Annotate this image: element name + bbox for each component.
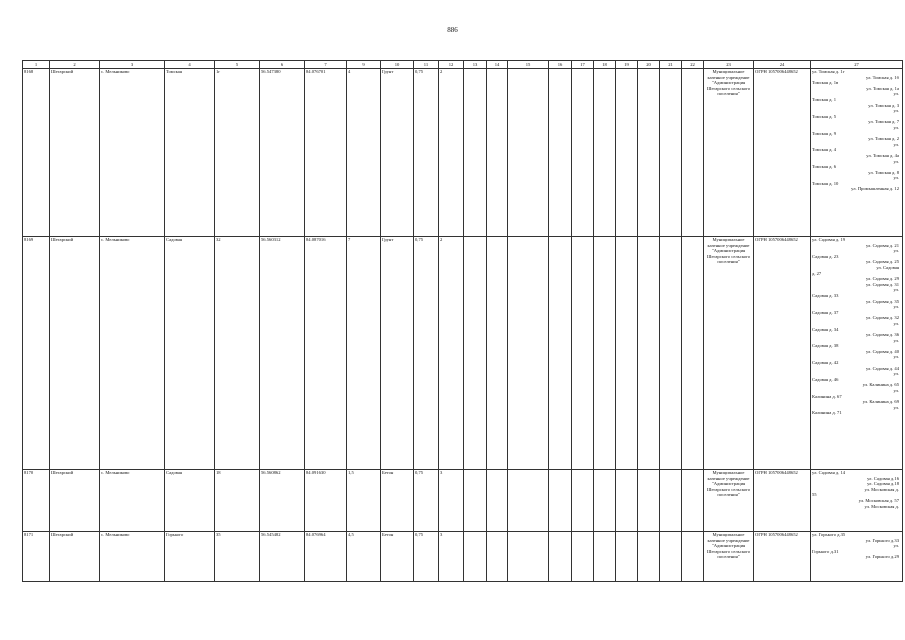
table-cell	[487, 532, 508, 582]
address-line: ул. Садовая д.16	[867, 475, 899, 481]
table-cell	[638, 69, 660, 237]
table-cell: Садовая	[165, 237, 215, 470]
column-header: 16	[549, 61, 572, 69]
table-cell: 0,75	[414, 69, 439, 237]
address-line: ул.	[893, 175, 899, 181]
table-cell: Муниципальное казенное учреждение "Администрация Шегарского сельского поселения"	[704, 69, 754, 237]
table-cell	[572, 532, 594, 582]
table-cell: 2	[439, 69, 464, 237]
address-line: ул. Горького д.33	[865, 537, 899, 543]
address-line: Садовая д. 33	[812, 292, 839, 298]
column-header: 21	[660, 61, 682, 69]
address-line: ул.	[893, 320, 899, 326]
address-line: ул. Садовая д. 25	[865, 259, 899, 265]
table-cell: 0,75	[414, 532, 439, 582]
table-cell	[487, 69, 508, 237]
page-number: 886	[447, 26, 458, 34]
address-line: д. 27	[812, 270, 822, 276]
table-cell	[594, 237, 616, 470]
table-cell: 84.076964	[305, 532, 347, 582]
address-line: Садовая д. 42	[812, 360, 839, 366]
table-row	[23, 69, 903, 237]
table-cell: 0,75	[414, 470, 439, 532]
address-cell	[811, 532, 903, 582]
address-line: Калинина д. 71	[812, 410, 842, 416]
address-line: ул.	[893, 371, 899, 377]
column-header: 18	[594, 61, 616, 69]
column-header: 24	[754, 61, 811, 69]
address-line: Томская д. 1в	[812, 80, 839, 86]
table-cell	[464, 470, 487, 532]
address-line: ул. Томская д. 1г	[812, 69, 845, 74]
address-line: ул.	[893, 388, 899, 394]
table-cell	[660, 532, 682, 582]
address-line: ул. Горького д.29	[865, 554, 899, 560]
table-cell	[594, 470, 616, 532]
table-cell	[638, 237, 660, 470]
table-cell: Шегарский	[50, 470, 100, 532]
address-line: ул. Московская д. 57	[858, 497, 899, 503]
table-cell: 84.087016	[305, 237, 347, 470]
table-cell: 56.560862	[260, 470, 305, 532]
address-line: ул.	[893, 354, 899, 360]
address-line: ул.	[893, 91, 899, 97]
address-line: Томская д. 4	[812, 147, 837, 153]
address-line: ул. Садовая д. 44	[865, 365, 899, 371]
table-cell	[464, 532, 487, 582]
register-table	[22, 60, 903, 582]
table-cell: 8169	[23, 237, 50, 470]
table-row	[23, 237, 903, 470]
table-cell: 56.547380	[260, 69, 305, 237]
address-line: ул. Московская д.	[864, 486, 899, 492]
table-cell: 3	[439, 532, 464, 582]
column-header: 9	[347, 61, 381, 69]
table-cell: 4,5	[347, 532, 381, 582]
address-line: Томская д. 5	[812, 113, 837, 119]
column-header: 1	[23, 61, 50, 69]
column-header: 12	[439, 61, 464, 69]
address-line: ул. Калинина д. 69	[862, 399, 899, 405]
table-cell: Бетон	[381, 470, 414, 532]
address-line: ул.	[893, 304, 899, 310]
table-cell: 2	[439, 237, 464, 470]
address-line: Томская д. 6	[812, 164, 837, 170]
column-header: 2	[50, 61, 100, 69]
column-header: 23	[704, 61, 754, 69]
table-cell: Муниципальное казенное учреждение "Администрация Шегарского сельского поселения"	[704, 470, 754, 532]
table-cell: 7	[347, 237, 381, 470]
table-cell: ОГРН 1057006448652	[754, 532, 811, 582]
table-cell	[487, 470, 508, 532]
column-header: 22	[682, 61, 704, 69]
table-cell	[594, 532, 616, 582]
table-cell: Шегарский	[50, 532, 100, 582]
table-cell	[508, 69, 549, 237]
table-cell	[508, 532, 549, 582]
address-line: ул.	[893, 287, 899, 293]
address-line: Калинина д. 67	[812, 393, 842, 399]
table-cell	[638, 532, 660, 582]
table-cell: 8168	[23, 69, 50, 237]
column-header: 5	[215, 61, 260, 69]
address-line: ул.	[893, 141, 899, 147]
table-cell: с. Мельниково	[100, 532, 165, 582]
address-line: Томская д. 9	[812, 130, 837, 136]
table-cell: 0,75	[414, 237, 439, 470]
table-cell: с. Мельниково	[100, 69, 165, 237]
table-cell: Грунт	[381, 237, 414, 470]
address-line: ул. Садовая	[876, 264, 899, 270]
table-cell: Шегарский	[50, 69, 100, 237]
table-cell	[660, 237, 682, 470]
column-header: 11	[414, 61, 439, 69]
address-line: Томская д. 10	[812, 180, 839, 186]
table-cell: ОГРН 1057006448652	[754, 69, 811, 237]
address-line: ул. Садовая д. 29	[865, 276, 899, 282]
table-cell	[549, 237, 572, 470]
table-cell	[616, 237, 638, 470]
table-cell	[572, 470, 594, 532]
address-line: ул. Садовая д. 31	[865, 281, 899, 287]
address-line: ул. Томская д. 3	[868, 102, 899, 108]
address-line: ул.	[893, 337, 899, 343]
table-cell: 35	[215, 532, 260, 582]
table-cell: 18	[215, 470, 260, 532]
address-line: Садовая д. 46	[812, 376, 839, 382]
table-cell: 84.076701	[305, 69, 347, 237]
table-cell: Муниципальное казенное учреждение "Администрация Шегарского сельского поселения"	[704, 532, 754, 582]
address-line: ул. Промышленная д. 12	[851, 186, 899, 192]
table-cell	[682, 237, 704, 470]
table-cell: 56.560312	[260, 237, 305, 470]
address-line: ул.	[893, 248, 899, 254]
table-cell	[572, 69, 594, 237]
address-line: Садовая д. 37	[812, 309, 839, 315]
address-line: ул.	[893, 124, 899, 130]
table-cell: Грунт	[381, 69, 414, 237]
table-cell: с. Мельниково	[100, 470, 165, 532]
address-line: ул. Калинина д. 65	[862, 382, 899, 388]
address-line: ул. Горького д.35	[812, 532, 846, 537]
address-cell	[811, 237, 903, 470]
table-cell	[508, 470, 549, 532]
column-header: 3	[100, 61, 165, 69]
table-cell: 1г	[215, 69, 260, 237]
table-row	[23, 532, 903, 582]
table-cell: с. Мельниково	[100, 237, 165, 470]
address-line: ул.	[893, 543, 899, 549]
address-line: Садовая д. 23	[812, 253, 839, 259]
address-line: ул. Садовая д. 35	[865, 298, 899, 304]
table-cell	[682, 532, 704, 582]
address-line: ул.	[893, 404, 899, 410]
table-cell	[508, 237, 549, 470]
table-cell: 8170	[23, 470, 50, 532]
column-header: 15	[508, 61, 549, 69]
address-cell	[811, 69, 903, 237]
table-cell: Бетон	[381, 532, 414, 582]
table-cell	[549, 69, 572, 237]
table-cell	[549, 470, 572, 532]
column-header: 14	[487, 61, 508, 69]
column-header: 4	[165, 61, 215, 69]
column-header: 20	[638, 61, 660, 69]
address-line: ул. Садовая д. 21	[865, 242, 899, 248]
address-line: Садовая д. 34	[812, 326, 839, 332]
address-line: ул. Томская д. 1а	[866, 85, 899, 91]
table-cell	[464, 237, 487, 470]
table-cell	[487, 237, 508, 470]
column-header: 6	[260, 61, 305, 69]
address-line: Томская д. 1	[812, 96, 837, 102]
table-cell	[594, 69, 616, 237]
table-cell	[616, 69, 638, 237]
address-line: ул. Садовая д. 36	[865, 332, 899, 338]
table-row	[23, 470, 903, 532]
table-cell	[660, 470, 682, 532]
address-line: Горького д.31	[812, 548, 839, 554]
table-cell	[660, 69, 682, 237]
table-cell	[638, 470, 660, 532]
address-line: ул. Томская д. 4а	[866, 152, 899, 158]
column-header: 10	[381, 61, 414, 69]
column-header: 7	[305, 61, 347, 69]
column-header: 17	[572, 61, 594, 69]
table-cell: 4	[347, 69, 381, 237]
table-cell: Томская	[165, 69, 215, 237]
table-cell	[616, 470, 638, 532]
address-line: ул. Томская д. 2	[868, 136, 899, 142]
address-line: ул. Томская д. 8	[868, 169, 899, 175]
table-cell: Горького	[165, 532, 215, 582]
address-line: ул. Томская д. 1б	[865, 74, 899, 80]
table-cell: 8171	[23, 532, 50, 582]
column-header: 13	[464, 61, 487, 69]
table-cell	[682, 69, 704, 237]
address-line: ул. Московская д.	[864, 503, 899, 509]
table-cell: Садовая	[165, 470, 215, 532]
address-line: ул. Садовая д. 40	[865, 348, 899, 354]
table-cell: ОГРН 1057006448652	[754, 470, 811, 532]
table-cell: 56.545482	[260, 532, 305, 582]
address-line: Садовая д. 38	[812, 343, 839, 349]
address-line: ул. Садовая д. 14	[812, 470, 846, 475]
address-line: ул. Садовая д. 32	[865, 315, 899, 321]
table-cell: Шегарский	[50, 237, 100, 470]
table-cell: 32	[215, 237, 260, 470]
address-line: ул.	[893, 108, 899, 114]
address-line: ул. Томская д. 7	[868, 119, 899, 125]
header-row	[23, 61, 903, 69]
table-cell: Муниципальное казенное учреждение "Администрация Шегарского сельского поселения"	[704, 237, 754, 470]
column-header: 27	[811, 61, 903, 69]
table-cell: 84.091630	[305, 470, 347, 532]
address-line: ул. Садовая д. 19	[812, 237, 846, 242]
table-cell	[682, 470, 704, 532]
table-cell: ОГРН 1057006448652	[754, 237, 811, 470]
address-line: ул.	[893, 158, 899, 164]
table-cell	[549, 532, 572, 582]
table-cell	[572, 237, 594, 470]
address-cell	[811, 470, 903, 532]
address-line: 55	[812, 492, 817, 498]
column-header: 19	[616, 61, 638, 69]
table-cell	[464, 69, 487, 237]
table-cell: 1,5	[347, 470, 381, 532]
table-cell	[616, 532, 638, 582]
table-cell: 3	[439, 470, 464, 532]
address-line: ул. Садовая д.18	[867, 481, 899, 487]
